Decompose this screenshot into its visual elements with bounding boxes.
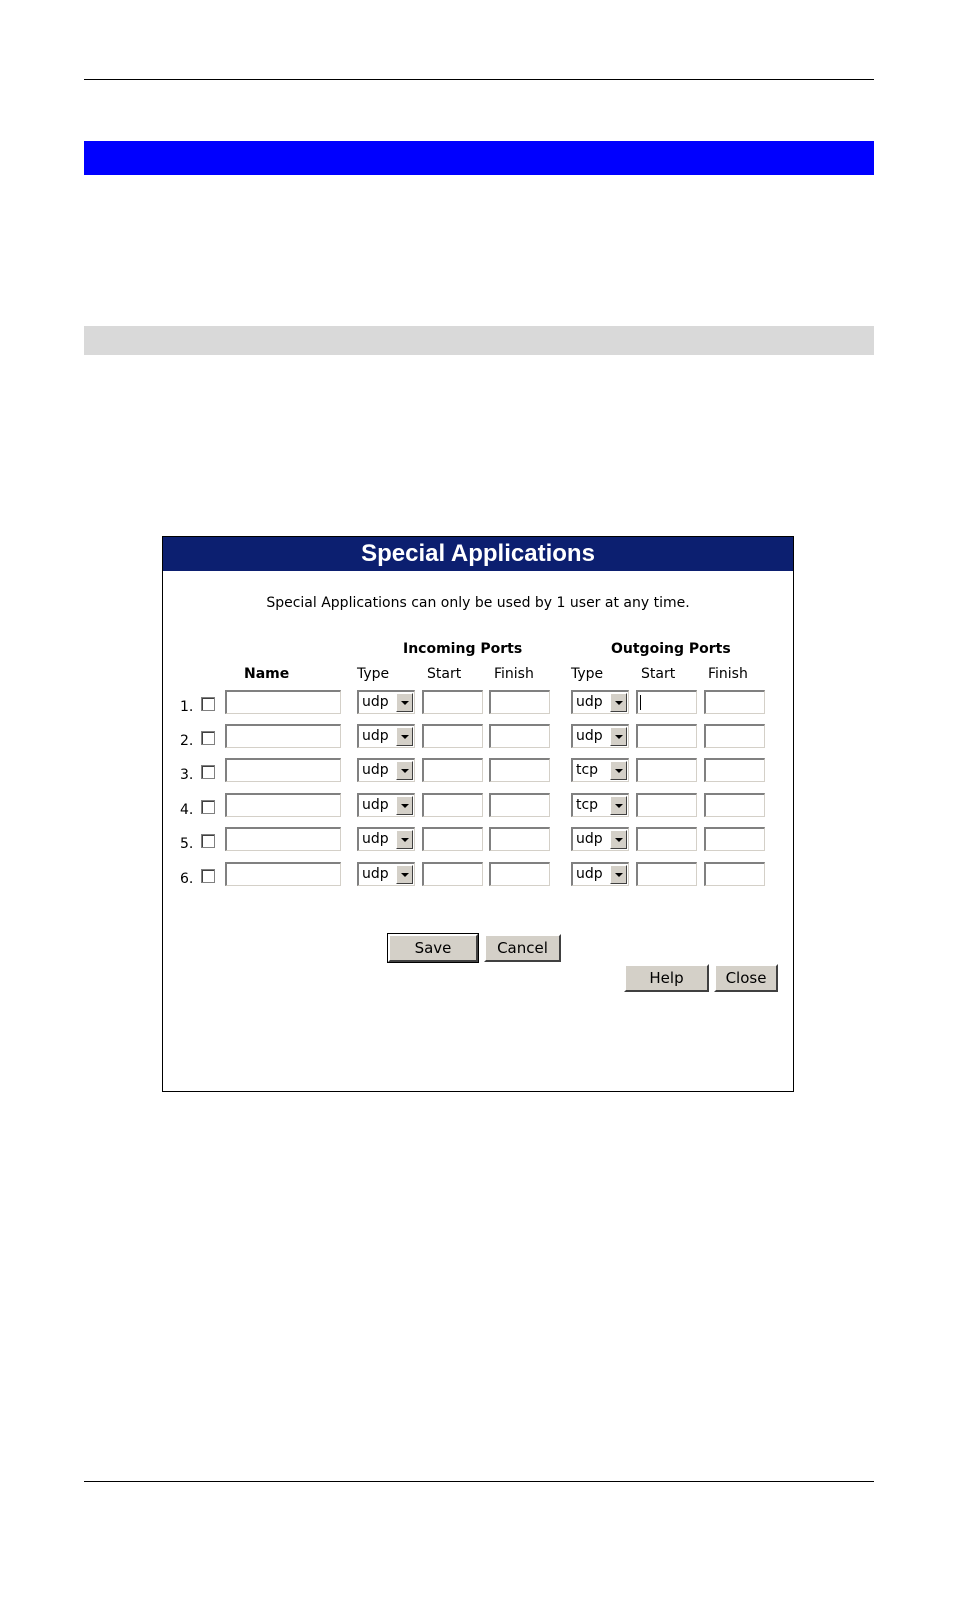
chevron-down-icon[interactable] [396, 761, 413, 780]
outgoing-start-input[interactable] [636, 793, 697, 817]
chevron-down-icon[interactable] [610, 830, 627, 849]
name-input[interactable] [225, 724, 341, 748]
outgoing-type-value: udp [576, 866, 603, 882]
chevron-down-icon[interactable] [610, 693, 627, 712]
incoming-type-select[interactable] [357, 827, 415, 851]
row-number: 2. [180, 733, 194, 749]
name-input[interactable] [225, 690, 341, 714]
outgoing-type-select[interactable] [571, 724, 629, 748]
incoming-type-header: Type [357, 666, 390, 682]
subsection-heading-bar [84, 326, 874, 355]
outgoing-ports-header: Outgoing Ports [611, 641, 731, 657]
name-input[interactable] [225, 793, 341, 817]
name-column-header: Name [244, 666, 290, 682]
outgoing-finish-input[interactable] [704, 690, 765, 714]
incoming-finish-input[interactable] [489, 793, 550, 817]
outgoing-type-header: Type [571, 666, 604, 682]
enable-checkbox[interactable] [201, 765, 215, 779]
outgoing-type-value: udp [576, 694, 603, 710]
special-applications-panel [162, 536, 794, 1092]
incoming-type-value: udp [362, 762, 389, 778]
row-number: 1. [180, 699, 194, 715]
name-input[interactable] [225, 862, 341, 886]
application-row-3 [163, 758, 793, 788]
chevron-down-icon[interactable] [396, 830, 413, 849]
name-input[interactable] [225, 827, 341, 851]
incoming-start-header: Start [427, 666, 462, 682]
name-input[interactable] [225, 758, 341, 782]
outgoing-type-select[interactable] [571, 758, 629, 782]
incoming-type-select[interactable] [357, 724, 415, 748]
outgoing-finish-input[interactable] [704, 724, 765, 748]
incoming-start-input[interactable] [422, 758, 483, 782]
incoming-finish-input[interactable] [489, 758, 550, 782]
chevron-down-icon[interactable] [610, 865, 627, 884]
enable-checkbox[interactable] [201, 834, 215, 848]
application-row-4 [163, 793, 793, 823]
text-cursor [640, 695, 641, 710]
incoming-type-value: udp [362, 728, 389, 744]
outgoing-type-value: tcp [576, 797, 599, 813]
outgoing-start-input[interactable] [636, 758, 697, 782]
outgoing-type-value: tcp [576, 762, 599, 778]
cancel-button[interactable]: Cancel [484, 934, 561, 962]
incoming-type-select[interactable] [357, 758, 415, 782]
save-button[interactable]: Save [388, 934, 478, 962]
incoming-finish-input[interactable] [489, 862, 550, 886]
incoming-finish-input[interactable] [489, 690, 550, 714]
close-button[interactable]: Close [714, 964, 778, 992]
row-number: 3. [180, 767, 194, 783]
outgoing-start-input[interactable] [636, 690, 697, 714]
chevron-down-icon[interactable] [396, 727, 413, 746]
outgoing-start-input[interactable] [636, 862, 697, 886]
enable-checkbox[interactable] [201, 731, 215, 745]
incoming-type-value: udp [362, 866, 389, 882]
incoming-type-select[interactable] [357, 793, 415, 817]
incoming-type-value: udp [362, 831, 389, 847]
chevron-down-icon[interactable] [610, 761, 627, 780]
chevron-down-icon[interactable] [396, 865, 413, 884]
outgoing-start-header: Start [641, 666, 676, 682]
outgoing-type-select[interactable] [571, 690, 629, 714]
outgoing-finish-input[interactable] [704, 862, 765, 886]
chevron-down-icon[interactable] [396, 796, 413, 815]
incoming-finish-input[interactable] [489, 724, 550, 748]
chevron-down-icon[interactable] [610, 727, 627, 746]
outgoing-type-select[interactable] [571, 793, 629, 817]
incoming-type-select[interactable] [357, 690, 415, 714]
incoming-start-input[interactable] [422, 827, 483, 851]
chevron-down-icon[interactable] [396, 693, 413, 712]
incoming-start-input[interactable] [422, 724, 483, 748]
panel-title: Special Applications [163, 537, 793, 571]
outgoing-type-select[interactable] [571, 827, 629, 851]
row-number: 6. [180, 871, 194, 887]
row-number: 4. [180, 802, 194, 818]
enable-checkbox[interactable] [201, 800, 215, 814]
outgoing-start-input[interactable] [636, 724, 697, 748]
incoming-finish-header: Finish [494, 666, 534, 682]
usage-note: Special Applications can only be used by 1 user at any time. [266, 595, 690, 611]
top-rule [84, 79, 874, 80]
bottom-rule [84, 1481, 874, 1482]
chevron-down-icon[interactable] [610, 796, 627, 815]
application-row-5 [163, 827, 793, 857]
application-row-6 [163, 862, 793, 892]
outgoing-finish-input[interactable] [704, 758, 765, 782]
outgoing-type-value: udp [576, 728, 603, 744]
application-row-1 [163, 690, 793, 720]
application-row-2 [163, 724, 793, 754]
incoming-start-input[interactable] [422, 690, 483, 714]
outgoing-finish-input[interactable] [704, 793, 765, 817]
outgoing-type-select[interactable] [571, 862, 629, 886]
help-button[interactable]: Help [624, 964, 709, 992]
incoming-type-value: udp [362, 694, 389, 710]
incoming-ports-header: Incoming Ports [403, 641, 523, 657]
row-number: 5. [180, 836, 194, 852]
outgoing-start-input[interactable] [636, 827, 697, 851]
incoming-type-value: udp [362, 797, 389, 813]
outgoing-finish-header: Finish [708, 666, 748, 682]
outgoing-type-value: udp [576, 831, 603, 847]
section-heading-bar [84, 141, 874, 175]
incoming-finish-input[interactable] [489, 827, 550, 851]
incoming-start-input[interactable] [422, 793, 483, 817]
incoming-start-input[interactable] [422, 862, 483, 886]
outgoing-finish-input[interactable] [704, 827, 765, 851]
enable-checkbox[interactable] [201, 869, 215, 883]
enable-checkbox[interactable] [201, 697, 215, 711]
incoming-type-select[interactable] [357, 862, 415, 886]
